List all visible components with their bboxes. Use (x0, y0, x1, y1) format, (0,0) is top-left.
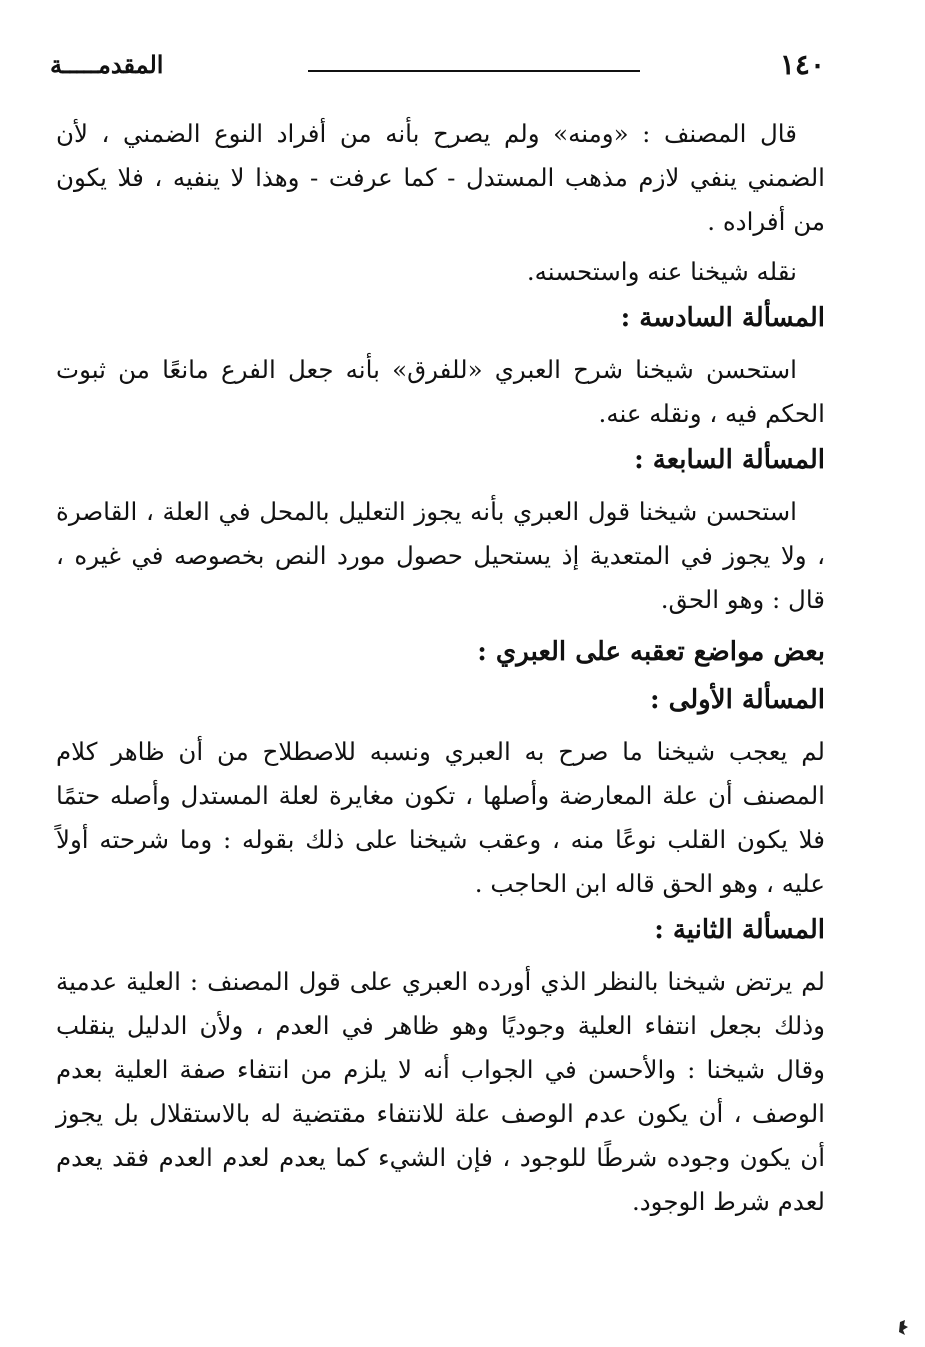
section-heading: المسألة الثانية : (654, 915, 825, 945)
section-heading: المسألة السابعة : (634, 445, 825, 475)
page-number: ١٤٠ (779, 48, 825, 81)
header-rule (308, 70, 640, 72)
paragraph: قال المصنف : «ومنه» ولم يصرح بأنه من أفراد النوع الضمني ، لأن الضمني ينفي لازم مذهب المستدل - كما عرفت - وهذا لا ينفيه ، فلا يكون من أفراده . (56, 119, 825, 236)
body-text (56, 112, 825, 1224)
paragraph: لم يعجب شيخنا ما صرح به العبري ونسبه للاصطلاح من أن ظاهر كلام المصنف أن علة المعارضة وأصلها ، تكون مغايرة لعلة المستدل وأصله حتمًا فلا يكون القلب نوعًا منه ، وعقب شيخنا على ذلك بقوله : وما شرحته أولاً عليه ، وهو الحق قاله ابن الحاجب . (56, 737, 825, 898)
scan-mark-icon (896, 1318, 912, 1338)
section-heading: المسألة السادسة : (620, 303, 825, 333)
section-heading: المسألة الأولى : (649, 685, 825, 715)
paragraph: لم يرتض شيخنا بالنظر الذي أورده العبري على قول المصنف : العلية عدمية وذلك بجعل انتفاء العلية وجوديًا وهو ظاهر في العدم ، ولأن الدليل ينقلب وقال شيخنا : والأحسن في الجواب أنه لا يلزم من انتفاء صفة العلية بعدم الوصف ، أن يكون عدم الوصف علة للانتفاء مقتضية له بالاستقلال بل يجوز أن يكون وجوده شرطًا للوجود ، فإن الشيء كما يعدم لعدم العدم فقد يعدم لعدم شرط الوجود. (56, 967, 825, 1216)
page-header (50, 48, 825, 88)
section-heading: بعض مواضع تعقبه على العبري : (477, 637, 825, 667)
paragraph: استحسن شيخنا شرح العبري «للفرق» بأنه جعل الفرع مانعًا من ثبوت الحكم فيه ، ونقله عنه. (56, 355, 825, 428)
running-title: المقدمـــــة (50, 50, 164, 79)
paragraph: استحسن شيخنا قول العبري بأنه يجوز التعليل بالمحل في العلة ، القاصرة ، ولا يجوز في المتعدية إذ يستحيل حصول مورد النص بخصوصه في غيره ، قال : وهو الحق. (56, 497, 825, 614)
paragraph: نقله شيخنا عنه واستحسنه. (526, 257, 797, 286)
